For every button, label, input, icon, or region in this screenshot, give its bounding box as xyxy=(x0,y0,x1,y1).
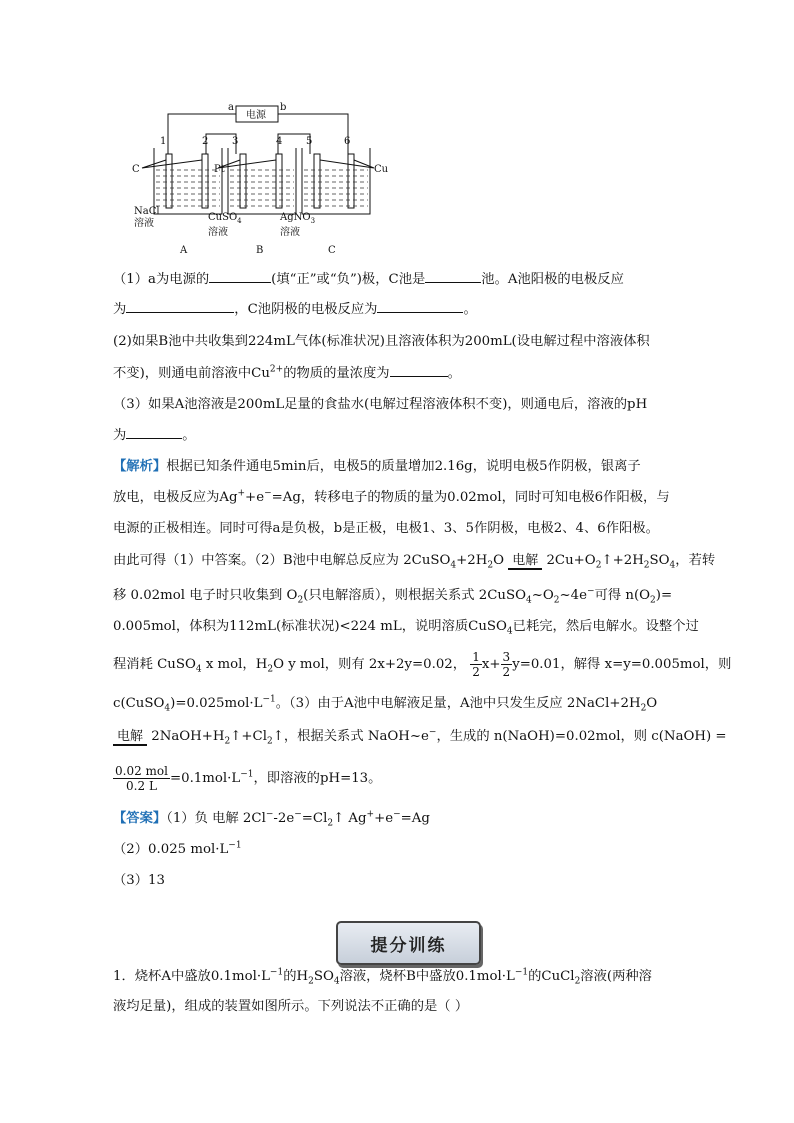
analysis-tag: 【解析】 xyxy=(113,459,167,474)
solution-c-1: AgNO$_3$ xyxy=(280,212,316,225)
solution-b-1: CuSO$_4$ xyxy=(208,212,242,225)
analysis-line9: 电解 $2NaOH+H_2↑+Cl_2↑$，根据关系式 NaOH~e−，生成的 n(NaOH)=0.02mol，则 c(NaOH) = xyxy=(113,728,727,746)
solution-b-2: 溶液 xyxy=(208,227,228,238)
electrode-3: 3 xyxy=(232,136,239,147)
fraction-concentration: $\frac{\text{0.02 mol}}{0.2 L}$ xyxy=(115,764,168,793)
problem1-line2: 液均足量)，组成的装置如图所示。下列说法不正确的是（ ） xyxy=(113,999,469,1014)
q2-line1: (2)如果B池中共收集到224mL气体(标准状况)且溶液体积为200mL(设电解过程中溶液体积 xyxy=(113,334,650,349)
cell-a-label: A xyxy=(180,245,188,256)
electrode-2: 2 xyxy=(202,136,209,147)
electrolysis-condition-2: 电解 xyxy=(113,730,147,746)
electrolysis-condition: 电解 xyxy=(508,554,542,570)
q2-blank[interactable] xyxy=(390,364,448,377)
solution-a-1: NaCl xyxy=(134,206,160,217)
q1-blank-4[interactable] xyxy=(377,300,463,313)
electrode-5: 5 xyxy=(306,136,313,147)
analysis-line4: 由此可得（1）中答案。（2）B池中电解总反应为 $2CuSO_4+2H_2O$ 电解 $2Cu+O_2↑+2H_2SO_4$，若转 xyxy=(113,553,716,571)
q3-line1: （3）如果A池溶液是200mL足量的食盐水(电解过程溶液体积不变)，则通电后，溶液的pH xyxy=(113,397,648,412)
cell-b-label: B xyxy=(256,245,264,256)
cell-c-label: C xyxy=(328,245,336,256)
solution-c-2: 溶液 xyxy=(280,227,300,238)
fraction-half: $\frac{1}{2}$ xyxy=(472,650,480,679)
terminal-b: b xyxy=(280,102,287,113)
electrode-1: 1 xyxy=(160,136,167,147)
q3-blank[interactable] xyxy=(126,426,182,439)
analysis-line7: 程消耗 CuSO$_4$ x mol，$H_2O$ y mol，则有 2x+2y=0.02， $\frac{1}{2}$ x+ $\frac{3}{2}$ y=0.01，解得 x=y=0.005mol，则 xyxy=(113,650,732,679)
electrode-6: 6 xyxy=(344,136,351,147)
analysis-line5: 移 0.02mol 电子时只收集到 $O_2$(只电解溶质），则根据关系式 $2CuSO_4\sim O_2\sim 4e^-$可得 $n(O_2)=$ xyxy=(113,586,673,606)
q3-line2: 为 。 xyxy=(113,428,196,443)
electrode-4: 4 xyxy=(276,136,283,147)
fraction-three-half: $\frac{3}{2}$ xyxy=(502,650,511,679)
analysis-line8: $c(CuSO_4)=0.025mol\cdot L^{-1}$。（3）由于A池中电解液足量，A池中只发生反应 $2NaCl+2H_2O$ xyxy=(113,694,658,714)
q1-blank-1[interactable] xyxy=(209,270,271,283)
problem1-line1: 1．烧杯A中盛放$0.1mol\cdot L^{-1}$的$H_2SO_4$溶液，烧杯B中盛放$0.1mol\cdot L^{-1}$的CuCl$_2$溶液(两种溶 xyxy=(113,967,652,987)
q1-line1: （1）a为电源的 (填“正”或“负”)极，C池是 池。A池阳极的电极反应 xyxy=(113,272,624,287)
solution-a-2: 溶液 xyxy=(134,218,154,229)
answer-line3: （3）13 xyxy=(113,873,165,888)
label-c: C xyxy=(132,164,140,175)
q2-line2: 不变)，则通电前溶液中$Cu^{2+}$的物质的量浓度为 。 xyxy=(113,364,461,381)
electrolysis-diagram xyxy=(128,96,398,258)
analysis-line3: 电源的正极相连。同时可得a是负极，b是正极，电极1、3、5作阴极，电极2、4、6作阳极。 xyxy=(113,521,659,536)
power-label: 电源 xyxy=(246,110,266,121)
terminal-a: a xyxy=(228,102,234,113)
analysis-line10: $\frac{\text{0.02 mol}}{0.2 L}$ $=0.1mol\cdot L^{-1}$，即溶液的pH=13。 xyxy=(115,764,382,793)
analysis-line2: 放电，电极反应为Ag++e−=Ag，转移电子的物质的量为0.02mol，同时可知电极6作阳极，与 xyxy=(113,488,670,505)
q1-line2: 为 ，C池阴极的电极反应为 。 xyxy=(113,302,477,317)
answer-line1: 【答案】（1）负 电解 $2Cl^--2e^-=Cl_2↑$ Ag++e−=Ag xyxy=(113,809,430,829)
analysis-line6: 0.005mol，体积为112mL(标准状况)<224 mL，说明溶质CuSO$_4$已耗完，然后电解水。设整个过 xyxy=(113,619,699,637)
answer-tag: 【答案】 xyxy=(113,811,167,826)
analysis-line1: 【解析】根据已知条件通电5min后，电极5的质量增加2.16g，说明电极5作阴极，银离子 xyxy=(113,459,641,474)
section-tag: 提分训练 xyxy=(336,921,481,965)
answer-line2: （2）0.025 $mol\cdot L^{-1}$ xyxy=(113,840,242,857)
label-cu: Cu xyxy=(374,164,389,175)
label-pt: Pt xyxy=(214,164,225,175)
q1-blank-3[interactable] xyxy=(126,300,234,313)
q1-blank-2[interactable] xyxy=(425,270,481,283)
